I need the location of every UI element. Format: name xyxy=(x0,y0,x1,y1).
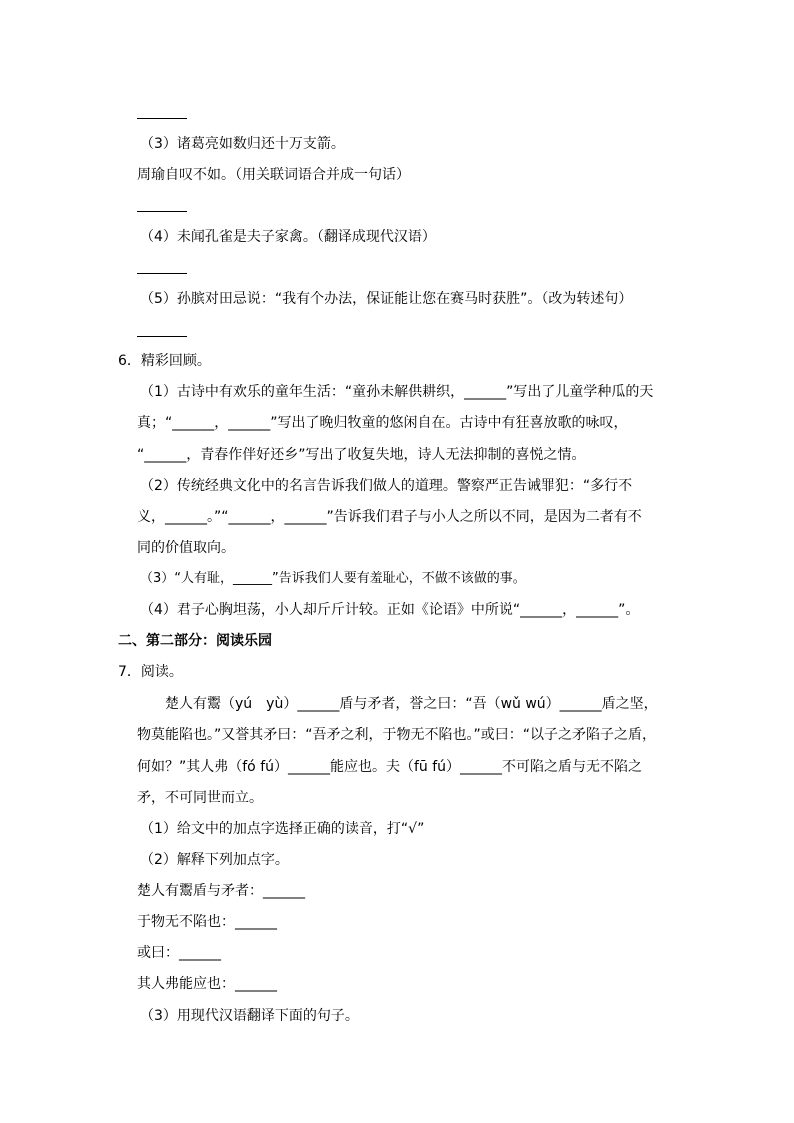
q7-sub3: （3）用现代汉语翻译下面的句子。 xyxy=(140,1008,359,1024)
q5-item-3-sentence: 周瑜自叹不如。（用关联词语合并成一句话） xyxy=(137,167,410,183)
q6-part2-line1: （2）传统经典文化中的名言告诉我们做人的道理。警察严正告诫罪犯：“多行不 xyxy=(140,478,633,494)
q7-sub2: （2）解释下列加点字。 xyxy=(140,852,289,868)
answer-blank[interactable] xyxy=(137,211,187,212)
q5-item-3: （3）诸葛亮如数归还十万支箭。 xyxy=(140,136,345,152)
q5-item-4: （4）未闻孔雀是夫子家禽。（翻译成现代汉语） xyxy=(140,229,436,245)
q6-part2-line2: 义，______。”“______，______”告诉我们君子与小人之所以不同，是因为二者有不 xyxy=(137,509,642,525)
answer-blank[interactable] xyxy=(137,118,187,119)
q6-part4: （4）君子心胸坦荡，小人却斤斤计较。正如《论语》中所说“______，______”。 xyxy=(140,602,640,618)
q6-part1-line1: （1）古诗中有欢乐的童年生活：“童孙未解供耕织，______”写出了儿童学种瓜的天 xyxy=(140,384,654,400)
q5-item-5: （5）孙膑对田忌说：“我有个办法，保证能让您在赛马时获胜”。（改为转述句） xyxy=(140,291,633,307)
passage-line1: 楚人有鬻（yú yù）______盾与矛者，誉之曰：“吾（wǔ wú）______盾之坚， xyxy=(165,696,658,712)
answer-blank[interactable] xyxy=(137,273,187,274)
q6-part2-line3: 同的价值取向。 xyxy=(137,540,235,556)
answer-blank[interactable] xyxy=(137,336,187,337)
q6-part3: （3）“人有耻，______”告诉我们人要有羞耻心，不做不该做的事。 xyxy=(140,571,526,586)
passage-line3: 何如？”其人弗（fó fú）______能应也。夫（fū fú）______不可陷之盾与无不陷之 xyxy=(137,759,643,775)
word-item-1: 楚人有鬻盾与矛者：______ xyxy=(137,883,305,899)
word-item-4: 其人弗能应也：______ xyxy=(137,976,277,992)
section-title: 二、第二部分：阅读乐园 xyxy=(118,633,272,649)
q6-part1-line2: 真；“______，______”写出了晚归牧童的悠闲自在。古诗中有狂喜放歌的咏叹， xyxy=(137,415,628,431)
q6-part1-line3: “______，青春作伴好还乡”写出了收复失地，诗人无法抑制的喜悦之情。 xyxy=(137,447,586,463)
q6-heading: 6．精彩回顾。 xyxy=(118,353,211,369)
word-item-2: 于物无不陷也：______ xyxy=(137,914,277,930)
q7-sub1: （1）给文中的加点字选择正确的读音，打“√” xyxy=(140,821,425,837)
word-item-3: 或曰：______ xyxy=(137,945,221,961)
q7-heading: 7．阅读。 xyxy=(118,664,183,680)
passage-line4: 矛，不可同世而立。 xyxy=(137,790,263,806)
passage-line2: 物莫能陷也。”又誉其矛曰：“吾矛之利，于物无不陷也。”或曰：“以子之矛陷子之盾， xyxy=(137,727,657,743)
